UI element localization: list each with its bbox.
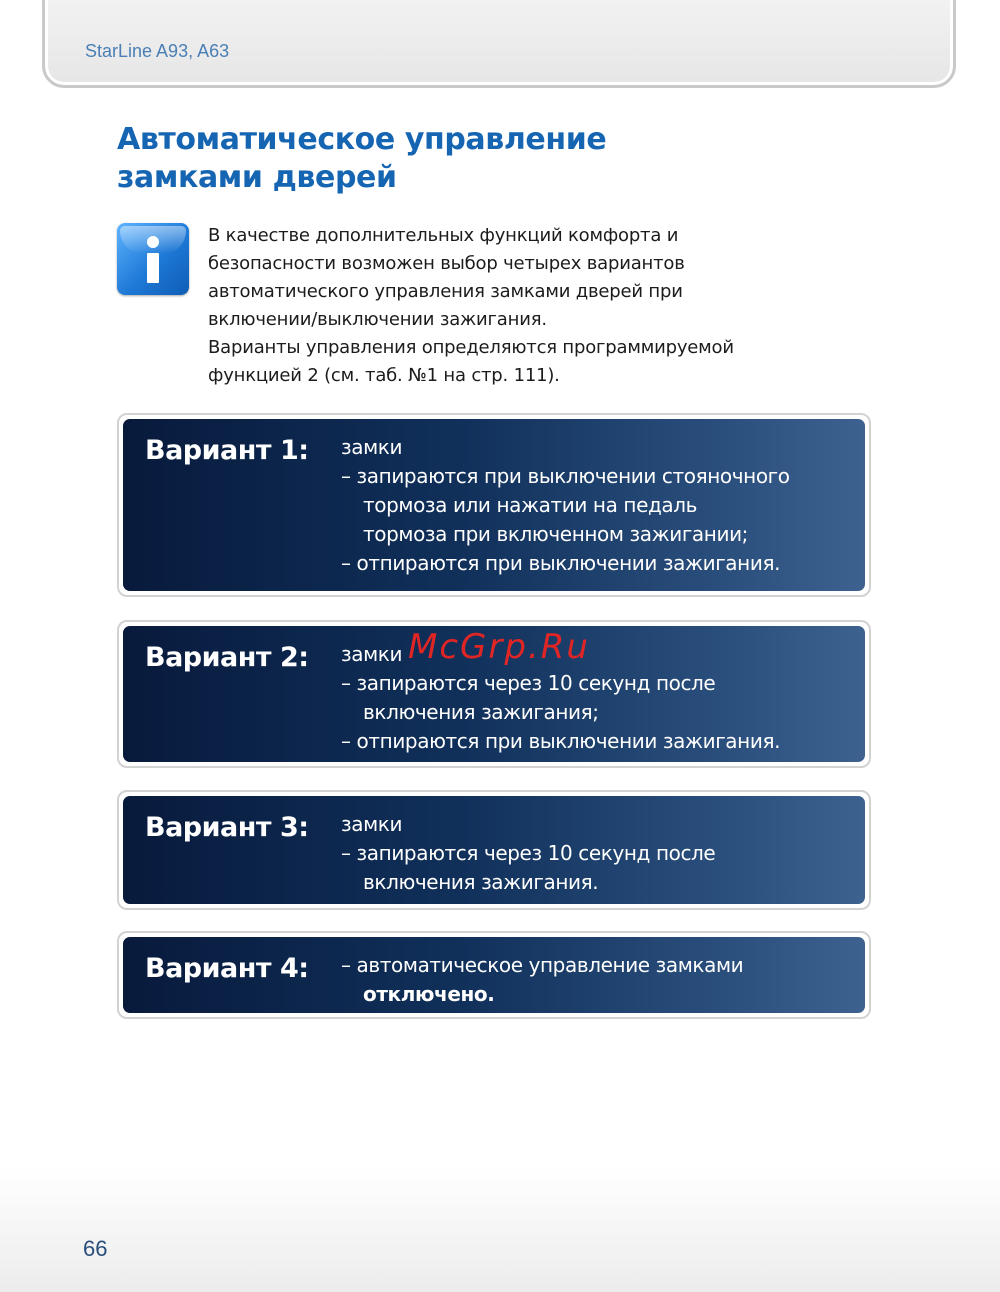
variant-1-label: Вариант 1: <box>145 435 309 466</box>
intro-line: В качестве дополнительных функций комфорта и <box>208 225 679 246</box>
variant-1-box <box>117 413 871 597</box>
variant-line: замки <box>341 812 403 836</box>
variant-line: – отпираются при выключении зажигания. <box>341 551 781 575</box>
variant-1-panel <box>123 419 865 591</box>
intro-line: Варианты управления определяются программируемой <box>208 337 734 358</box>
variant-line: тормоза при включенном зажигании; <box>363 522 749 546</box>
variant-2-label: Вариант 2: <box>145 642 309 673</box>
variant-line: тормоза или нажатии на педаль <box>363 493 698 517</box>
variant-4-description <box>341 951 861 1009</box>
footer-band <box>0 1168 1000 1292</box>
variant-line: – отпираются при выключении зажигания. <box>341 729 781 753</box>
variant-line: – запираются при выключении стояночного <box>341 464 790 488</box>
variant-line: замки <box>341 435 403 459</box>
variant-line: включения зажигания. <box>363 870 599 894</box>
page-number: 66 <box>83 1236 108 1261</box>
page-title-line-1: Автоматическое управление <box>117 122 607 157</box>
variant-3-box <box>117 790 871 910</box>
variant-line: – запираются через 10 секунд после <box>341 841 716 865</box>
info-icon <box>117 223 189 295</box>
intro-line: включении/выключении зажигания. <box>208 309 547 330</box>
intro-line: безопасности возможен выбор четырех вариантов <box>208 253 685 274</box>
header-product-name: StarLine A93, A63 <box>85 41 230 61</box>
intro-line: функцией 2 (см. таб. №1 на стр. 111). <box>208 365 560 386</box>
variant-3-description <box>341 810 861 897</box>
variant-line: включения зажигания; <box>363 700 599 724</box>
variant-line-emphasis: отключено. <box>363 982 495 1006</box>
header-bar <box>42 0 956 88</box>
variant-4-panel <box>123 937 865 1013</box>
variant-3-panel <box>123 796 865 904</box>
variant-line: замки <box>341 642 403 666</box>
variant-1-description <box>341 433 861 578</box>
variant-4-label: Вариант 4: <box>145 953 309 984</box>
watermark-text: McGrp.Ru <box>408 627 590 667</box>
page-title <box>117 121 606 197</box>
page-title-line-2: замками дверей <box>117 160 397 195</box>
intro-text <box>208 222 838 390</box>
variant-4-box <box>117 931 871 1019</box>
variant-3-label: Вариант 3: <box>145 812 309 843</box>
variant-line: – запираются через 10 секунд после <box>341 671 716 695</box>
variant-line: – автоматическое управление замками <box>341 953 744 977</box>
intro-line: автоматического управления замками дверей при <box>208 281 683 302</box>
